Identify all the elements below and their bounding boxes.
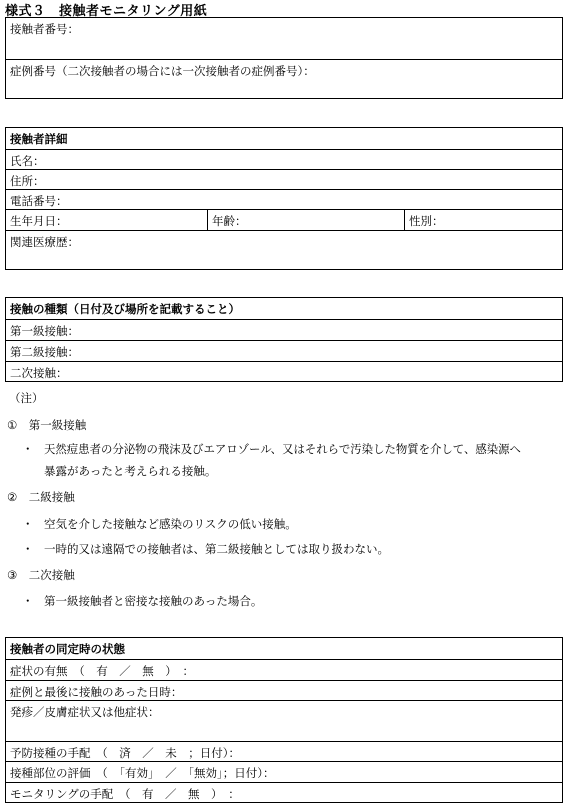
second-class-contact-label: 第二級接触：	[10, 345, 79, 359]
sex-label: 性別：	[409, 214, 444, 228]
note1-text-line1: 天然痘患者の分泌物の飛沫及びエアロゾール、又はそれらで汚染した物質を介して、感染源へ	[44, 442, 521, 456]
contact-number-field[interactable]	[6, 18, 562, 59]
contact-number-label: 接触者番号：	[10, 22, 79, 36]
contact-details-title: 接触者詳細	[10, 132, 68, 146]
note2-title: ② 二級接触	[7, 490, 75, 504]
rash-field[interactable]	[6, 700, 562, 741]
contact-id-box	[5, 17, 563, 99]
rash-label: 発疹／皮膚症状又は他症状：	[10, 705, 160, 719]
case-number-label: 症例番号（二次接触者の場合には一次接触者の症例番号）：	[10, 64, 315, 78]
secondary-contact-label: 二次接触：	[10, 366, 68, 380]
identification-status-header	[6, 638, 562, 659]
age-field[interactable]	[207, 210, 404, 230]
last-contact-field[interactable]	[6, 680, 562, 700]
address-label: 住所：	[10, 174, 45, 188]
name-label: 氏名：	[10, 154, 45, 168]
contact-type-title: 接触の種類（日付及び場所を記載すること）	[10, 302, 240, 316]
contact-details-box	[5, 127, 563, 270]
notes-heading: （注）	[9, 391, 44, 405]
note3-bullet: ・	[22, 594, 34, 608]
note2-text1: 空気を介した接触など感染のリスクの低い接触。	[44, 517, 297, 531]
medical-history-field[interactable]	[6, 230, 562, 269]
identification-status-title: 接触者の同定時の状態	[10, 642, 125, 656]
dob-field[interactable]	[6, 210, 207, 230]
first-class-contact-label: 第一級接触：	[10, 324, 79, 338]
contact-type-header	[6, 298, 562, 319]
contact-type-box	[5, 297, 563, 382]
form-title: 様式３ 接触者モニタリング用紙	[5, 4, 208, 19]
identification-status-box	[5, 637, 563, 803]
first-class-contact-field[interactable]	[6, 319, 562, 340]
last-contact-label: 症例と最後に接触のあった日時：	[10, 685, 183, 699]
monitoring-label: モニタリングの手配 （ 有 ／ 無 ） ：	[10, 787, 240, 801]
case-number-field[interactable]	[6, 59, 562, 98]
note3-title: ③ 二次接触	[7, 568, 75, 582]
second-class-contact-field[interactable]	[6, 340, 562, 361]
symptoms-label: 症状の有無 （ 有 ／ 無 ） ：	[10, 664, 194, 678]
vaccination-label: 予防接種の手配 （ 済 ／ 未 ；日付）：	[10, 746, 240, 760]
note3-text: 第一級接触者と密接な接触のあった場合。	[44, 594, 263, 608]
dob-label: 生年月日：	[10, 214, 68, 228]
contact-details-header	[6, 128, 562, 149]
note2-text2: 一時的又は遠隔での接触者は、第二級接触としては取り扱わない。	[44, 542, 389, 556]
monitoring-field[interactable]	[6, 782, 562, 802]
name-field[interactable]	[6, 149, 562, 169]
symptoms-field[interactable]	[6, 659, 562, 680]
note2-bullet2: ・	[22, 542, 34, 556]
note1-title: ① 第一級接触	[7, 418, 87, 432]
note1-bullet: ・	[22, 442, 34, 456]
site-evaluation-field[interactable]	[6, 761, 562, 782]
medical-history-label: 関連医療歴：	[10, 235, 79, 249]
dob-age-sex-row	[6, 209, 562, 230]
phone-label: 電話番号：	[10, 194, 68, 208]
phone-field[interactable]	[6, 189, 562, 209]
secondary-contact-field[interactable]	[6, 361, 562, 381]
site-evaluation-label: 接種部位の評価 （ 「有効」 ／ 「無効」；日付）：	[10, 766, 275, 780]
note2-bullet1: ・	[22, 517, 34, 531]
sex-field[interactable]	[404, 210, 562, 230]
note1-text-line2: 暴露があったと考えられる接触。	[44, 464, 217, 478]
address-field[interactable]	[6, 169, 562, 189]
age-label: 年齢：	[212, 214, 247, 228]
vaccination-field[interactable]	[6, 741, 562, 761]
